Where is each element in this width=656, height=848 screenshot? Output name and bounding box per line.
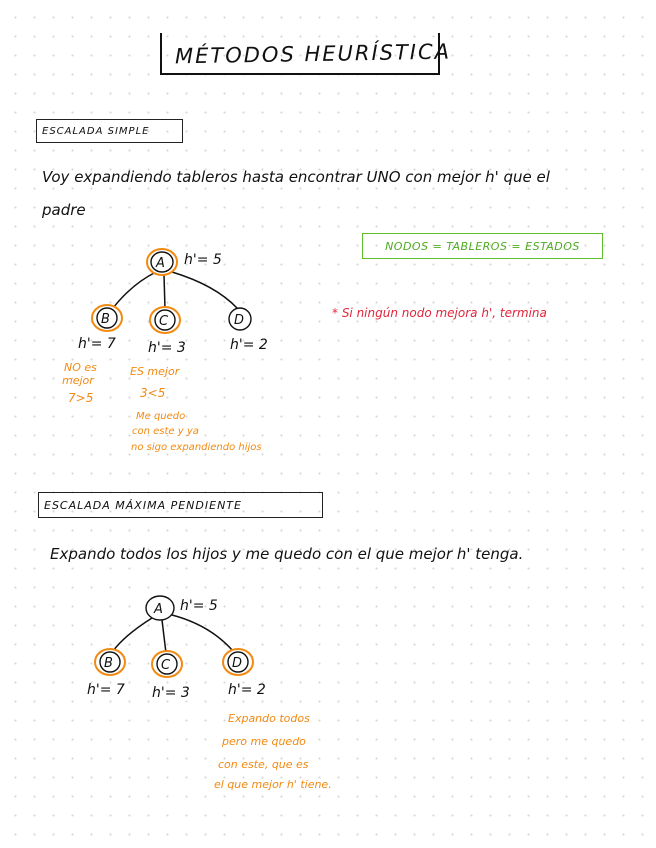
- tree1-root-h: h'= 5: [184, 252, 222, 268]
- tree1-edge-a-c: [164, 275, 165, 309]
- note-d-line3: con este, que es: [218, 758, 309, 771]
- tree1-node-c-label: C: [159, 314, 169, 329]
- note-d-line4: el que mejor h' tiene.: [214, 778, 332, 791]
- page-title: MÉTODOS HEURÍSTICA: [174, 39, 452, 69]
- note-c2-line1: Me quedo: [136, 411, 186, 422]
- section2-heading: ESCALADA MÁXIMA PENDIENTE: [44, 498, 242, 512]
- tree2-b-h: h'= 7: [87, 682, 125, 698]
- tree1-b-h: h'= 7: [78, 336, 116, 352]
- tree1-d-h: h'= 2: [230, 337, 268, 353]
- note-d-line1: Expando todos: [228, 712, 310, 725]
- tree2-c-h: h'= 3: [152, 685, 190, 701]
- tree2-edge-a-d: [172, 615, 233, 651]
- note-c-line2: 3<5: [140, 386, 166, 400]
- tree2-d-h: h'= 2: [228, 682, 266, 698]
- section1-line1: Voy expandiendo tableros hasta encontrar UNO con mejor h' que el: [42, 168, 550, 186]
- tree1-edge-a-b: [110, 272, 156, 312]
- tree2-edge-a-c: [162, 620, 166, 653]
- tree1-edge-a-d: [172, 272, 237, 308]
- tree1-node-a-label: A: [156, 256, 165, 271]
- section1-line2: padre: [42, 201, 86, 219]
- note-c2-line3: no sigo expandiendo hijos: [131, 442, 262, 453]
- note-c-line1: ES mejor: [130, 365, 180, 378]
- tree2-node-c-label: C: [161, 658, 171, 673]
- note-b-line2: mejor: [62, 374, 94, 387]
- red-note: * Si ningún nodo mejora h', termina: [332, 306, 547, 320]
- tree1-c-h: h'= 3: [148, 340, 186, 356]
- tree2-node-a-label: A: [154, 602, 163, 617]
- note-b-line3: 7>5: [68, 391, 94, 405]
- tree2-root-h: h'= 5: [180, 598, 218, 614]
- section2-heading-box: [38, 492, 323, 518]
- note-d-line2: pero me quedo: [222, 735, 306, 748]
- nodes-definition-text: NODOS = TABLEROS = ESTADOS: [385, 239, 580, 253]
- tree2-node-d-label: D: [232, 656, 243, 671]
- tree1-node-d-label: D: [234, 313, 245, 328]
- tree1-node-b-label: B: [101, 312, 110, 327]
- tree2-node-b-label: B: [104, 656, 113, 671]
- section1-heading: ESCALADA SIMPLE: [42, 125, 150, 137]
- tree2-edge-a-b: [113, 618, 152, 651]
- note-c2-line2: con este y ya: [132, 426, 199, 437]
- note-b-line1: NO es: [64, 361, 97, 374]
- section2-line1: Expando todos los hijos y me quedo con el que mejor h' tenga.: [50, 545, 524, 563]
